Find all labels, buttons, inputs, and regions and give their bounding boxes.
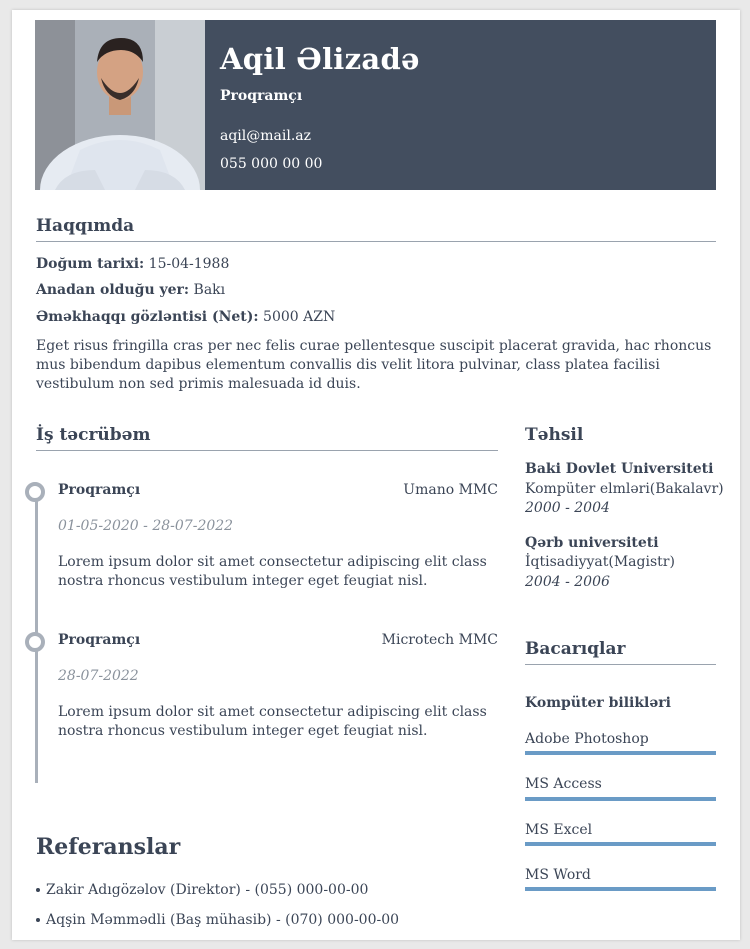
skills-title: Bacarıqlar [525,639,626,659]
education-school: Qərb universiteti [525,535,659,551]
skill-category: Kompüter bilikləri [525,695,671,711]
reference-item [36,912,399,928]
salary-label: Əməkhaqqı gözləntisi (Net): [36,309,259,325]
reference-text: Zakir Adıgözəlov (Direktor) - (055) 000-00-00 [46,882,369,898]
education-title: Təhsil [525,425,584,445]
experience-title: İş təcrübəm [36,425,151,445]
birthdate-value: 15-04-1988 [148,256,230,272]
person-role: Proqramçı [220,88,303,104]
timeline-dot [25,482,45,502]
job-company: Umano MMC [403,482,498,498]
skills-divider [525,664,716,665]
skill-name: MS Access [525,776,602,792]
person-name: Aqil Əlizadə [220,42,420,76]
education-years: 2000 - 2004 [525,500,610,516]
bullet-icon [36,888,40,892]
birthplace-value: Bakı [193,282,226,298]
skill-level-bar [525,887,716,891]
skill-name: MS Excel [525,822,593,838]
birthdate-label: Doğum tarixi: [36,256,145,272]
job-company: Microtech MMC [381,632,498,648]
about-title: Haqqımda [36,216,135,236]
email-text[interactable]: aqil@mail.az [220,128,312,144]
skill-level-bar [525,797,716,801]
phone-text: 055 000 00 00 [220,156,323,172]
skill-name: MS Word [525,867,591,883]
resume-page [12,10,740,940]
experience-divider [36,450,498,451]
education-degree: Kompüter elmləri(Bakalavr) [525,481,724,497]
skill-level-bar [525,751,716,755]
job-date: 28-07-2022 [58,668,139,684]
bullet-icon [36,918,40,922]
reference-item [36,882,368,898]
education-degree: İqtisadiyyat(Magistr) [525,554,675,570]
timeline-dot [25,632,45,652]
salary-value: 5000 AZN [263,309,336,325]
skill-name: Adobe Photoshop [525,731,649,747]
education-school: Baki Dovlet Universiteti [525,461,714,477]
profile-photo [35,20,205,190]
job-title: Proqramçı [58,632,141,648]
birthdate-field [36,256,229,272]
reference-text: Aqşin Məmmədli (Baş mühasib) - (070) 000-00-00 [46,912,400,928]
salary-field [36,309,335,325]
about-divider [36,241,716,242]
references-title: Referanslar [36,834,181,860]
education-years: 2004 - 2006 [525,574,610,590]
about-text: Eget risus fringilla cras per nec felis curae pellentesque suscipit placerat gravida, hac rhoncus mus bibendum dapibus elementum convallis dis velit litora pulvinar, class platea facilisi vestibulum non sed primis malesuada id duis. [36,338,712,392]
job-description: Lorem ipsum dolor sit amet consectetur adipiscing elit class nostra rhoncus vestibulum integer eget feugiat nisl. [58,704,487,739]
resume-header [35,20,716,190]
job-description: Lorem ipsum dolor sit amet consectetur adipiscing elit class nostra rhoncus vestibulum integer eget feugiat nisl. [58,554,487,589]
job-title: Proqramçı [58,482,141,498]
birthplace-field [36,282,225,298]
job-date: 01-05-2020 - 28-07-2022 [58,518,234,534]
birthplace-label: Anadan olduğu yer: [36,282,190,298]
skill-level-bar [525,842,716,846]
